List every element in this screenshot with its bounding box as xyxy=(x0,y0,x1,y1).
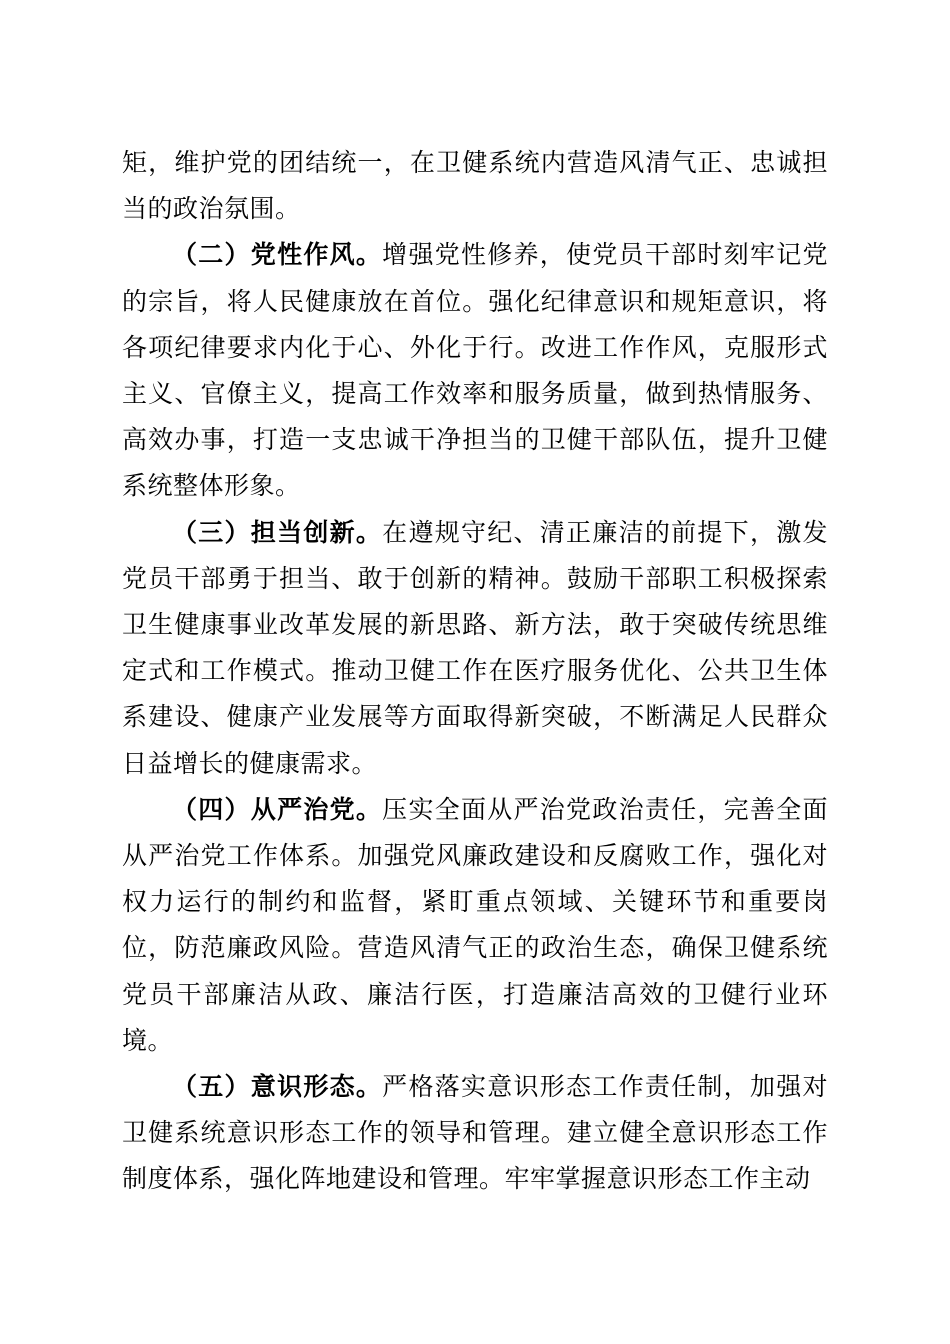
paragraph-text: 矩，维护党的团结统一，在卫健系统内营造风清气正、忠诚担当的政治氛围。 xyxy=(122,148,828,224)
paragraph-text: 在遵规守纪、清正廉洁的前提下，激发党员干部勇于担当、敢于创新的精神。鼓励干部职工积极探索卫生健康事业改革发展的新思路、新方法，敢于突破传统思维定式和工作模式。推动卫健工作在医疗服务优化、公共卫生体系建设、健康产业发展等方面取得新突破，不断满足人民群众日益增长的健康需求。 xyxy=(122,517,828,778)
paragraph-innovation xyxy=(122,510,828,787)
section-heading: （五）意识形态。 xyxy=(172,1072,383,1102)
paragraph-text: 严格落实意识形态工作责任制，加强对卫健系统意识形态工作的领导和管理。建立健全意识形态工作制度体系，强化阵地建设和管理。牢牢掌握意识形态工作主动 xyxy=(122,1072,828,1194)
section-heading: （二）党性作风。 xyxy=(172,240,383,270)
paragraph-party-conduct xyxy=(122,232,828,509)
paragraph-continuation xyxy=(122,140,828,232)
document-body xyxy=(122,140,828,1203)
paragraph-strict-governance xyxy=(122,787,828,1064)
section-heading: （四）从严治党。 xyxy=(172,794,383,824)
paragraph-text: 增强党性修养，使党员干部时刻牢记党的宗旨，将人民健康放在首位。强化纪律意识和规矩意识，将各项纪律要求内化于心、外化于行。改进工作作风，克服形式主义、官僚主义，提高工作效率和服务质量，做到热情服务、高效办事，打造一支忠诚干净担当的卫健干部队伍，提升卫健系统整体形象。 xyxy=(122,240,828,501)
paragraph-ideology xyxy=(122,1064,828,1203)
paragraph-text: 压实全面从严治党政治责任，完善全面从严治党工作体系。加强党风廉政建设和反腐败工作，强化对权力运行的制约和监督，紧盯重点领域、关键环节和重要岗位，防范廉政风险。营造风清气正的政治生态，确保卫健系统党员干部廉洁从政、廉洁行医，打造廉洁高效的卫健行业环境。 xyxy=(122,794,828,1055)
section-heading: （三）担当创新。 xyxy=(172,517,383,547)
